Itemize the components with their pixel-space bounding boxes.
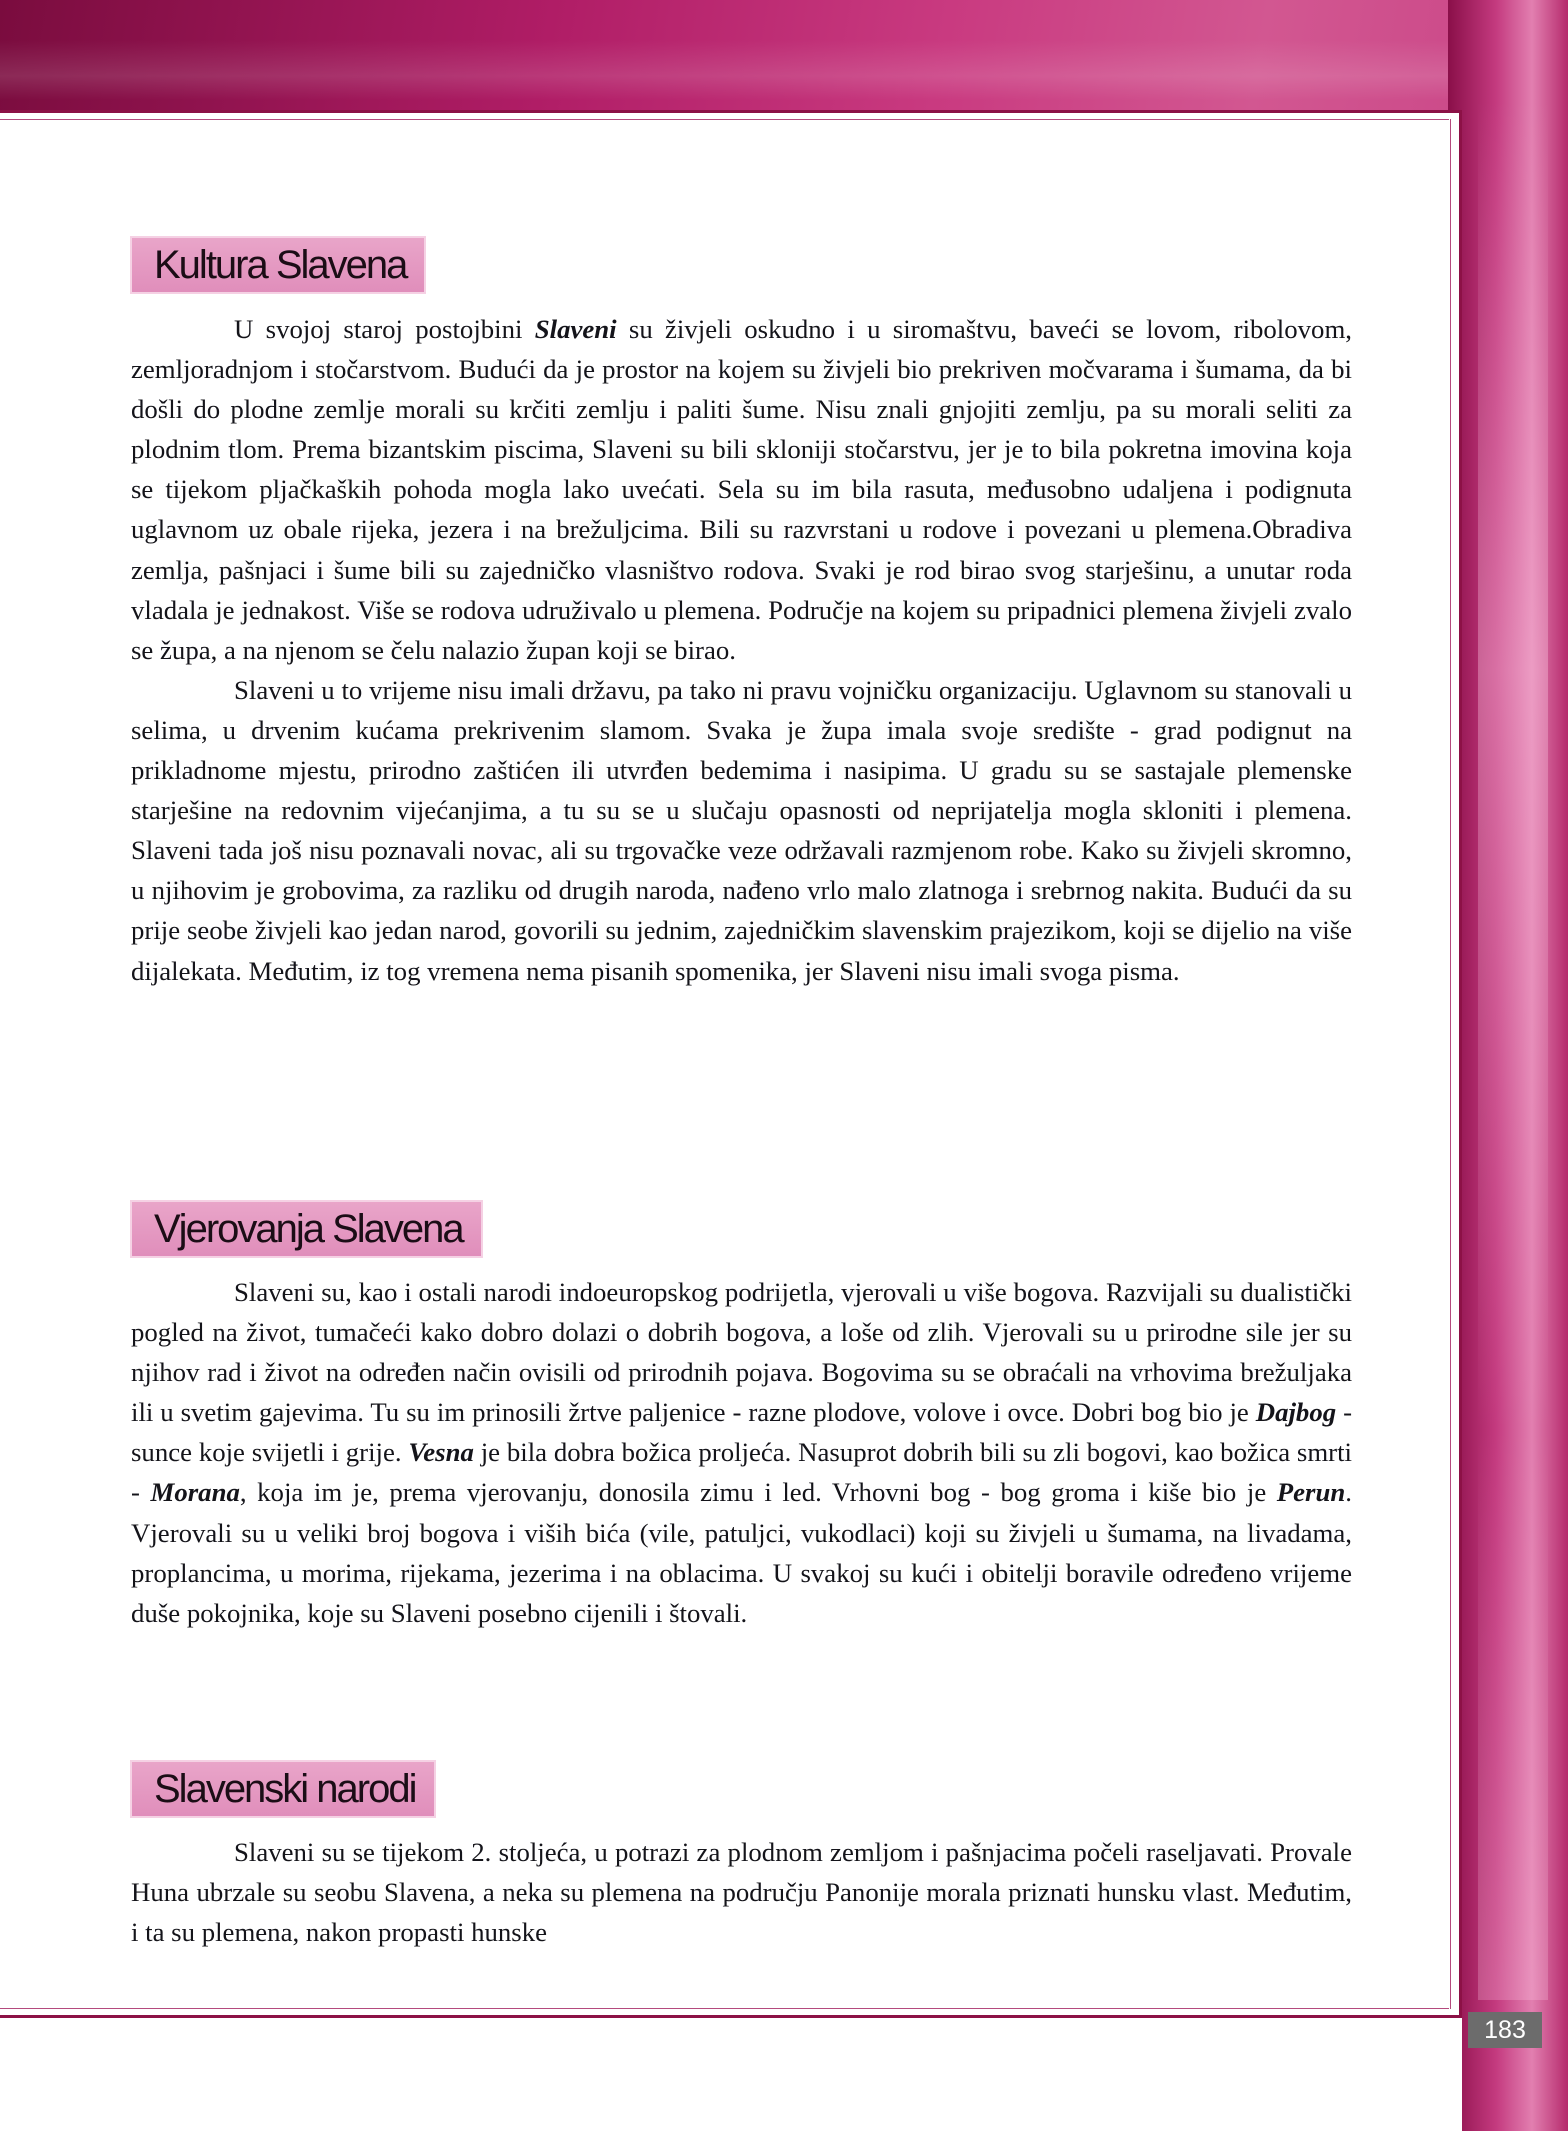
emphasis-term: Vesna xyxy=(408,1437,474,1468)
section-body-slavenski-narodi xyxy=(131,1832,1352,1952)
text-run: Slaveni su, kao i ostali narodi indoeuropskog podrijetla, vjerovali u više bogova. Razvijali su dualistički pogled na život, tumačeći kako dobro dolazi o dobrih bogova, a loše od zlih. Vjerovali su u prirodne sile jer su njihov rad i život na određen način ovisili od prirodnih pojava. Bogovima su se obraćali na vrhovima brežuljaka ili u svetim gajevima. Tu su im prinosili žrtve paljenice - razne plodove, volove i ovce. Dobri bog bio je xyxy=(131,1277,1352,1428)
section-heading-slavenski-narodi: Slavenski narodi xyxy=(130,1760,436,1818)
paragraph xyxy=(131,1272,1352,1633)
paragraph xyxy=(131,1832,1352,1952)
section-heading-vjerovanja: Vjerovanja Slavena xyxy=(130,1200,483,1258)
page-bottom-margin xyxy=(0,2018,1462,2131)
page-number: 183 xyxy=(1468,2012,1542,2048)
text-run: su živjeli oskudno i u siromaštvu, baveći se lovom, ribolovom, zemljoradnjom i stočarstvom. Budući da je prostor na kojem su živjeli bio prekriven močvarama i šumama, da bi došli do plodne zemlje morali su krčiti zemlju i paliti šume. Nisu znali gnjojiti zemlju, pa su morali seliti za plodnim tlom. Prema bizantskim piscima, Slaveni su bili skloniji stočarstvu, jer je to bila pokretna imovina koja se tijekom pljačkaških pohoda mogla lako uvećati. Sela su im bila rasuta, međusobno udaljena i podignuta uglavnom uz obale rijeka, jezera i na brežuljcima. Bili su razvrstani u rodove i povezani u plemena.Obradiva zemlja, pašnjaci i šume bili su zajedničko vlasništvo rodova. Svaki je rod birao svog starješinu, a unutar roda vladala je jednakost. Više se rodova udruživalo u plemena. Područje na kojem su pripadnici plemena živjeli zvalo se župa, a na njenom se čelu nalazio župan koji se birao. xyxy=(131,314,1352,665)
section-body-kultura xyxy=(131,309,1352,991)
text-run: je bila dobra božica proljeća. Nasuprot dobrih bili su zli bogovi, kao božica smrti - xyxy=(131,1437,1352,1508)
decorative-top-band xyxy=(0,0,1568,112)
emphasis-term: Slaveni xyxy=(534,314,617,344)
text-run: Slaveni su se tijekom 2. stoljeća, u potrazi za plodnom zemljom i pašnjacima počeli raseljavati. Provale Huna ubrzale su seobu Slavena, a neka su plemena na području Panonije morala priznati hunsku vlast. Međutim, i ta su plemena, nakon propasti hunske xyxy=(131,1837,1352,1948)
page-inner-border xyxy=(1450,119,1451,2009)
paragraph xyxy=(131,309,1352,670)
paragraph xyxy=(131,670,1352,991)
decorative-right-band xyxy=(1448,0,1568,2131)
emphasis-term: Dajbog xyxy=(1255,1397,1337,1428)
text-run: - sunce koje svijetli i grije. xyxy=(131,1397,1352,1468)
text-run: , koja im je, prema vjerovanju, donosila zimu i led. Vrhovni bog - bog groma i kiše bio je xyxy=(239,1477,1277,1508)
text-run: . Vjerovali su u veliki broj bogova i viših bića (vile, patuljci, vukodlaci) koji su živjeli u šumama, na livadama, proplancima, u morima, rijekama, jezerima i na oblacima. U svakoj su kući i obitelji boravile određeno vrijeme duše pokojnika, koje su Slaveni posebno cijenili i štovali. xyxy=(131,1477,1352,1628)
emphasis-term: Morana xyxy=(150,1477,240,1508)
text-run: Slaveni u to vrijeme nisu imali državu, pa tako ni pravu vojničku organizaciju. Uglavnom su stanovali u selima, u drvenim kućama prekrivenim slamom. Svaka je župa imala svoje središte - grad podignut na prikladnome mjestu, prirodno zaštićen ili utvrđen bedemima i nasipima. U gradu su se sastajale plemenske starješine na redovnim vijećanjima, a tu su se u slučaju opasnosti od neprijatelja mogla skloniti i plemena. Slaveni tada još nisu poznavali novac, ali su trgovačke veze održavali razmjenom robe. Kako su živjeli skromno, u njihovim je grobovima, za razliku od drugih naroda, nađeno vrlo malo zlatnoga i srebrnog nakita. Budući da su prije seobe živjeli kao jedan narod, govorili su jednim, zajedničkim slavenskim prajezikom, koji se dijelio na više dijalekata. Međutim, iz tog vremena nema pisanih spomenika, jer Slaveni nisu imali svoga pisma. xyxy=(131,674,1352,986)
emphasis-term: Perun xyxy=(1276,1477,1346,1508)
section-heading-kultura: Kultura Slavena xyxy=(130,236,426,294)
text-run: U svojoj staroj postojbini xyxy=(234,314,535,344)
section-body-vjerovanja xyxy=(131,1272,1352,1633)
